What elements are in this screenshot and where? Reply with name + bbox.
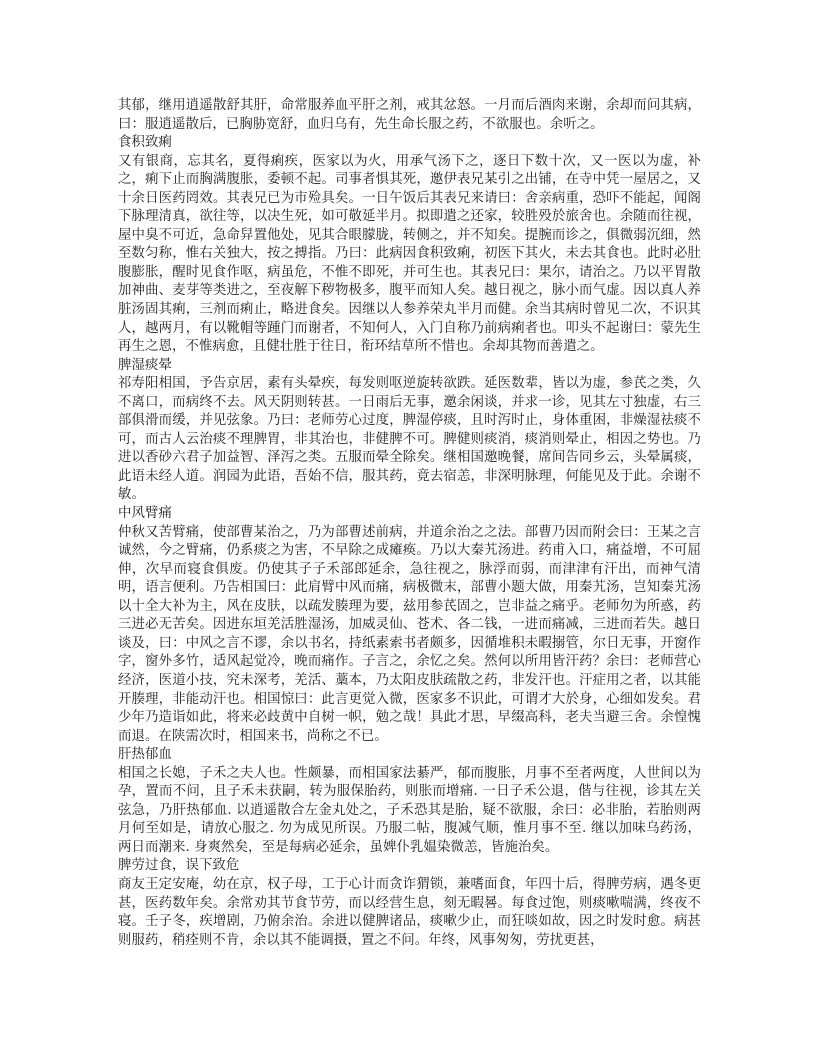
section-heading: 食积致痢 — [118, 135, 172, 151]
section-heading: 脾湿痰晕 — [118, 357, 172, 373]
section-heading: 中风臂痛 — [118, 506, 172, 522]
intro-paragraph: 其郁，继用逍遥散舒其肝，命常服养血平肝之剂，戒其忿怒。一月而后酒肉来谢，余却而问其病，曰：服逍遥散后，已胸胁宽舒，血归乌有，先生命长服之药，不欲服也。余听之。 — [118, 98, 701, 132]
section-ganre-yuxue — [118, 746, 701, 857]
section-pishi-tanyun — [118, 357, 701, 505]
section-body: 又有银商，忘其名，夏得痢疾，医家以为火，用承气汤下之，逐日下数十次，又一医以为虚，补之，痢下止而胸满腹胀，委顿不起。司事者惧其死，邀伊表兄某引之出铺，在寺中凭一屋居之，又十余日医药罔效。其表兄已为市殓具矣。一日午饭后其表兄来请曰：舍亲病重，恐吓不能起，闻阁下脉理清真，欲往等，以决生死，如可敬延半月。拟即遣之还家，较胜殁於旅舍也。余随而往视，屋中臭不可近，急命舁置他处，见其合眼朦胧，转侧之，并不知矣。提腕而诊之，俱微弱沉细，然至数匀称，惟右关独大，按之搏指。乃曰：此病因食积致痢，初医下其火，未去其食也。此时必肚腹膨胀，醒时见食作呕，病虽危，不惟不即死，并可生也。其表兄曰：果尔，请治之。乃以平胃散加神曲、麦芽等类进之，至夜解下秽物极多，腹平而知人矣。越日视之，脉小而气虚。因以真人养脏汤固其痢，三剂而痢止，略进食矣。因继以人参养荣丸半月而健。余当其病时曾见二次，不识其人，越两月，有以靴帽等踵门而谢者，不知何人，入门自称乃前病痢者也。叩头不起谢曰：蒙先生再生之恩，不惟病愈，且健壮胜于往日，衔环结草所不惜也。余却其物而善遣之。 — [118, 153, 701, 355]
section-shiji-zhili — [118, 134, 701, 357]
section-body: 祁寿阳相国，予告京居，素有头晕疾，每发则呕逆旋转欲跌。延医数辈，皆以为虚，参芪之类，久不离口，而病终不去。风天阴则转甚。一日雨后无事，邀余闲谈，并求一诊，见其左寸独虚，右三部俱滑而缓，并见弦象。乃曰：老师劳心过度，脾湿停痰，且时泻时止，身体重困，非燥湿祛痰不可，而古人云治痰不理脾胃，非其治也，非健脾不可。脾健则痰消，痰消则晕止，相因之势也。乃进以香砂六君子加益智、泽泻之类。五服而晕全除矣。继相国邀晚餐，席间告同乡云，头晕属痰，此语未经人道。润园为此语，吾始不信，服其药，竟去宿恙，非深明脉理，何能见及于此。余谢不敏。 — [118, 376, 701, 503]
document-page — [118, 97, 701, 950]
section-heading: 脾劳过食，误下致危 — [118, 858, 240, 874]
section-pilao-guoshi — [118, 857, 701, 950]
section-body: 商友王定安庵，幼在京，权子母，工于心计而贪诈猬锁，兼嗜面食，年四十后，得脾劳病，遇冬更甚，医药数年矣。余常劝其节食节劳，而以经营生息，刻无暇晷。每食过饱，则痰嗽喘满，终夜不寝。壬子冬，疾增剧，乃俯余治。余进以健脾诸品，痰嗽少止，而狂啖如故，因之时发时愈。病甚则服药，稍痊则不肯，余以其不能调摄，置之不问。年终，风事匆匆，劳扰更甚， — [118, 876, 701, 948]
section-body: 相国之长媳，子禾之夫人也。性颇暴，而相国家法綦严，郁而腹胀，月事不至者两度，人世间以为孕，置而不问，且子禾未获嗣，转为服保胎药，则胀而增痛. 一日子禾公退，偕与往视，诊其左关弦急，乃肝热郁血. 以逍遥散合左金丸处之，子禾恐其是胎，疑不欲服，余曰：必非胎，若胎则两月何至如是，请放心服之. 勿为成见所误。乃服二帖，腹减气顺，惟月事不至. 继以加味乌药汤，两日而潮来. 身爽然矣，至是每病必延余，虽婢仆乳媪染微恙，皆施治矣。 — [118, 765, 701, 855]
section-zhongfeng-bitong — [118, 505, 701, 746]
section-body: 仲秋又苦臂痛，使部曹某治之，乃为部曹述前病，并道余治之之法。部曹乃因而附会曰：王某之言诚然，今之臂痛，仍系痰之为害，不早除之成瘫痪。乃以大秦艽汤进。药甫入口，痛益增，不可屈伸，次早而寝食俱废。仍使其子子禾部郎延余，急往视之，脉浮而弱，而津津有汗出，而神气清明，语言便利。乃告相国曰：此肩臂中风而痛，病极微末，部曹小题大做，用秦艽汤，岂知秦艽汤以十全大补为主，风在皮肤，以疏发腠理为要，兹用参芪固之，岂非益之痛乎。老师勿为所惑，药三进必无苦矣。因进东垣羌活胜湿汤，加威灵仙、苍术、各二钱，一进而痛减，三进而若失。越日谈及，曰：中风之言不谬，余以书名，持纸素索书者颇多，因循堆积未暇搦管，尔日无事，开窗作字，窗外多竹，适风起觉冷，晚而痛作。子言之，余忆之矣。然何以所用皆汗药？余曰：老师营心经济，医道小技，究未深考，羌活、藁本，乃太阳皮肤疏散之药，非发汗也。汗症用之者，以其能开腠理，非能动汗也。相国惊曰：此言更觉入微，医家多不识此，可谓才大於身，心细如发矣。君少年乃造诣如此，将来必歧黄中自树一帜，勉之哉！具此才思，早缀高科，老夫当避三舍。余惶愧而退。在陕需次时，相国来书，尚称之不已。 — [118, 524, 701, 744]
section-heading: 肝热郁血 — [118, 747, 172, 763]
